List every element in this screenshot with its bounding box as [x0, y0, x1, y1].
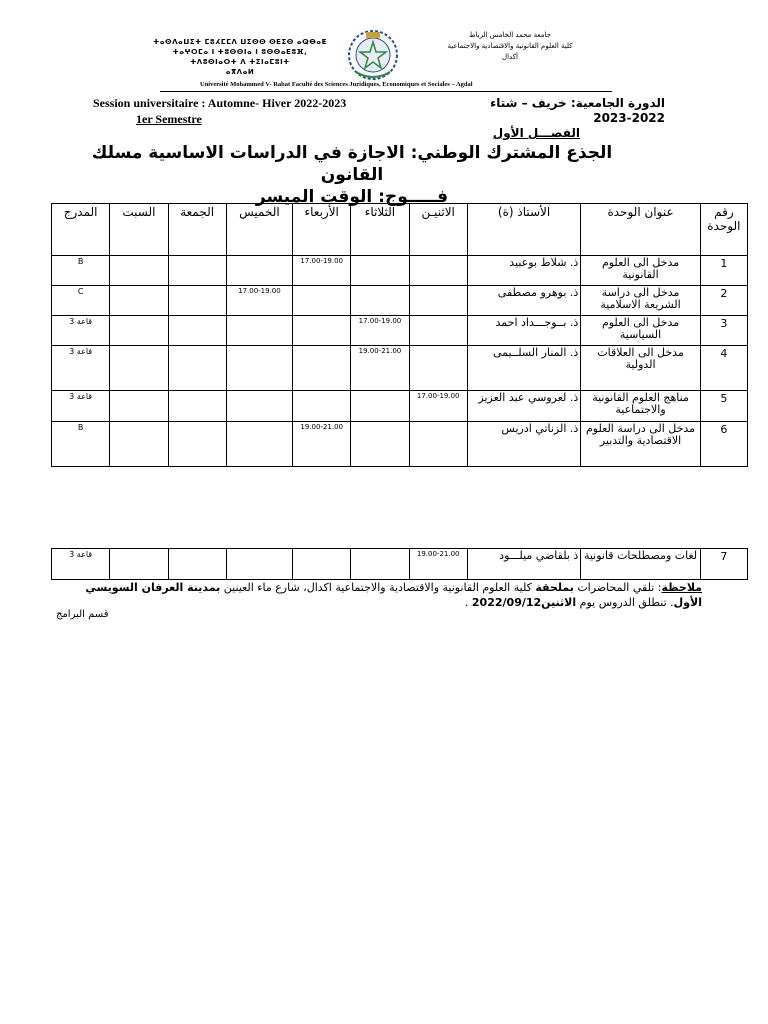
- cell-room: قاعة 3: [52, 346, 110, 391]
- cell-room: B: [52, 422, 110, 467]
- tifinagh-line-1: ⵜⴰⵙⴷⴰⵡⵉⵜ ⵎⵓⵃⵎⵎⴷ ⵡⵉⵙⵙ ⵙⴹⵉⵙ ⴰⵕⴱⴰⵟ: [153, 38, 327, 46]
- cell-room: B: [52, 256, 110, 286]
- cell-num: 7: [700, 549, 747, 580]
- cell-num: 5: [700, 391, 747, 422]
- cell-num: 6: [700, 422, 747, 467]
- cell-professor: ذ. لعروسي عبد العزيز: [467, 391, 580, 422]
- cell-room: C: [52, 286, 110, 316]
- note-end: .: [464, 596, 472, 609]
- header-module: عنوان الوحدة: [581, 204, 701, 256]
- cell-saturday: [110, 422, 168, 467]
- cell-saturday: [110, 286, 168, 316]
- cell-module: لغات ومصطلحات قانونية: [581, 549, 701, 580]
- note-paragraph: [50, 580, 702, 610]
- cell-room: قاعة 3: [52, 316, 110, 346]
- table-row: [52, 286, 748, 316]
- cell-thursday: [226, 422, 292, 467]
- cell-thursday: 17.00-19.00: [226, 286, 292, 316]
- cell-thursday: [226, 391, 292, 422]
- department-signature: قسم البرامج: [56, 609, 109, 620]
- cell-num: 1: [700, 256, 747, 286]
- cell-wednesday: [293, 316, 351, 346]
- cell-num: 3: [700, 316, 747, 346]
- cell-module: مناهج العلوم القانونية والاجتماعية: [581, 391, 701, 422]
- header-room: المدرج: [52, 204, 110, 256]
- schedule-table-continued: [51, 548, 748, 580]
- schedule-table: [51, 203, 748, 467]
- cell-monday: [409, 286, 467, 316]
- cell-monday: [409, 422, 467, 467]
- cell-professor: ذ. الزناتي ادريس: [467, 422, 580, 467]
- header-thursday: الخميس: [226, 204, 292, 256]
- cell-saturday: [110, 549, 168, 580]
- note-text-2: كلية العلوم القانونية والاقتصادية والاجتماعية اكدال، شارع ماء العينين: [220, 581, 536, 594]
- note-label: ملاحظة: [661, 581, 702, 594]
- arabic-header-line-2: كلية العلوم القانونية والاقتصادية والاجتماعية: [447, 42, 573, 50]
- cell-wednesday: [293, 391, 351, 422]
- tifinagh-line-2: ⵜⴰⵖⵔⵎⴰ ⵏ ⵜⵓⵙⵙⵏⴰ ⵏ ⵓⵙⵙⴰⴹⵓⴼ,: [172, 48, 308, 56]
- header-monday: الاثنيـن: [409, 204, 467, 256]
- cell-friday: [168, 316, 226, 346]
- session-ar-line1: الدورة الجامعية: خريف – شتاء: [490, 96, 665, 110]
- cell-module: مدخل الى دراسة العلوم الاقتصادية والتدبير: [581, 422, 701, 467]
- university-line: Université Mohammed V- Rabat Faculté des Sciences Juridiques, Economiques et Sociales – Agdal: [200, 81, 473, 88]
- cell-monday: [409, 256, 467, 286]
- tifinagh-line-4: ⴰⴳⴷⴰⵍ: [225, 68, 255, 76]
- cell-tuesday: [351, 549, 409, 580]
- cell-professor: ذ. شلاط بوعبيد: [467, 256, 580, 286]
- cell-friday: [168, 346, 226, 391]
- cell-tuesday: [351, 256, 409, 286]
- note-bold-3: الاثنين: [541, 596, 577, 609]
- table-row: [52, 316, 748, 346]
- header-professor: الأستاذ (ة): [467, 204, 580, 256]
- note-text-1: : تلقي المحاضرات: [573, 581, 662, 594]
- arabic-header-line-3: أكدال: [502, 53, 518, 61]
- table-row: [52, 391, 748, 422]
- cell-professor: ذ. بــوجـــداد احمد: [467, 316, 580, 346]
- header-saturday: السبت: [110, 204, 168, 256]
- morocco-emblem-icon: [346, 28, 400, 82]
- table-row: [52, 422, 748, 467]
- cell-tuesday: [351, 422, 409, 467]
- header-num: رقم الوحدة: [700, 204, 747, 256]
- title-line-1: الجذع المشترك الوطني: الاجازة في الدراسات الاساسية مسلك: [91, 143, 613, 163]
- cell-wednesday: [293, 286, 351, 316]
- cell-monday: [409, 346, 467, 391]
- cell-monday: 17.00-19.00: [409, 391, 467, 422]
- cell-wednesday: 19.00-21.00: [293, 422, 351, 467]
- cell-monday: [409, 316, 467, 346]
- cell-room: قاعة 3: [52, 391, 110, 422]
- cell-professor: ذ. بوهرو مصطفى: [467, 286, 580, 316]
- arabic-header-line-1: جامعة محمد الخامس الرباط: [469, 31, 551, 39]
- cell-wednesday: [293, 346, 351, 391]
- cell-friday: [168, 286, 226, 316]
- session-ar-line2: 2023-2022: [593, 111, 665, 125]
- header-friday: الجمعة: [168, 204, 226, 256]
- cell-num: 4: [700, 346, 747, 391]
- session-fr-line2: 1er Semestre: [136, 112, 202, 126]
- cell-thursday: [226, 549, 292, 580]
- session-fr-line1: Session universitaire : Automne- Hiver 2022-2023: [93, 96, 347, 110]
- title-line-2: القانون: [320, 165, 384, 185]
- cell-wednesday: 17.00-19.00: [293, 256, 351, 286]
- cell-friday: [168, 391, 226, 422]
- cell-module: مدخل الى دراسة الشريعة الاسلامية: [581, 286, 701, 316]
- arabic-header: [430, 30, 590, 63]
- table-header-row: [52, 204, 748, 256]
- cell-saturday: [110, 346, 168, 391]
- table-row: [52, 549, 748, 580]
- note-bold-1: بملحقة: [535, 581, 574, 594]
- cell-thursday: [226, 346, 292, 391]
- cell-module: مدخل الى العلاقات الدولية: [581, 346, 701, 391]
- cell-room: قاعة 3: [52, 549, 110, 580]
- note-bold-2: بمدينة العرفان السويسي الأول: [85, 581, 702, 609]
- cell-thursday: [226, 256, 292, 286]
- header-divider: [160, 91, 612, 92]
- cell-friday: [168, 422, 226, 467]
- cell-module: مدخل الى العلوم السياسية: [581, 316, 701, 346]
- note-text-3: . تنطلق الدروس يوم: [576, 596, 674, 609]
- cell-saturday: [110, 391, 168, 422]
- cell-tuesday: 19.00-21.00: [351, 346, 409, 391]
- cell-saturday: [110, 256, 168, 286]
- cell-module: مدخل الى العلوم القانونية: [581, 256, 701, 286]
- cell-wednesday: [293, 549, 351, 580]
- tifinagh-header: [150, 37, 330, 77]
- cell-professor: ذ بلقاضي ميلـــود: [467, 549, 580, 580]
- table-row: [52, 346, 748, 391]
- cell-friday: [168, 549, 226, 580]
- cell-tuesday: [351, 391, 409, 422]
- cell-monday: 19.00-21.00: [409, 549, 467, 580]
- title-line-3: فـــــوج: الوقت الميسر: [255, 187, 449, 207]
- cell-professor: ذ. المنار السلــيمى: [467, 346, 580, 391]
- header-tuesday: الثلاثاء: [351, 204, 409, 256]
- header-wednesday: الأربعاء: [293, 204, 351, 256]
- cell-tuesday: 17.00-19.00: [351, 316, 409, 346]
- page-title: [50, 142, 654, 208]
- cell-friday: [168, 256, 226, 286]
- table-row: [52, 256, 748, 286]
- tifinagh-line-3: ⵜⴷⵓⵙⵏⴰⵔⵜ ⴷ ⵜⵉⵏⴰⵎⵓⵏⵜ: [190, 58, 290, 66]
- cell-tuesday: [351, 286, 409, 316]
- cell-thursday: [226, 316, 292, 346]
- session-ar-line3: الفصـــل الأول: [492, 126, 580, 140]
- note-date: 2022/09/12: [471, 596, 542, 609]
- cell-num: 2: [700, 286, 747, 316]
- cell-saturday: [110, 316, 168, 346]
